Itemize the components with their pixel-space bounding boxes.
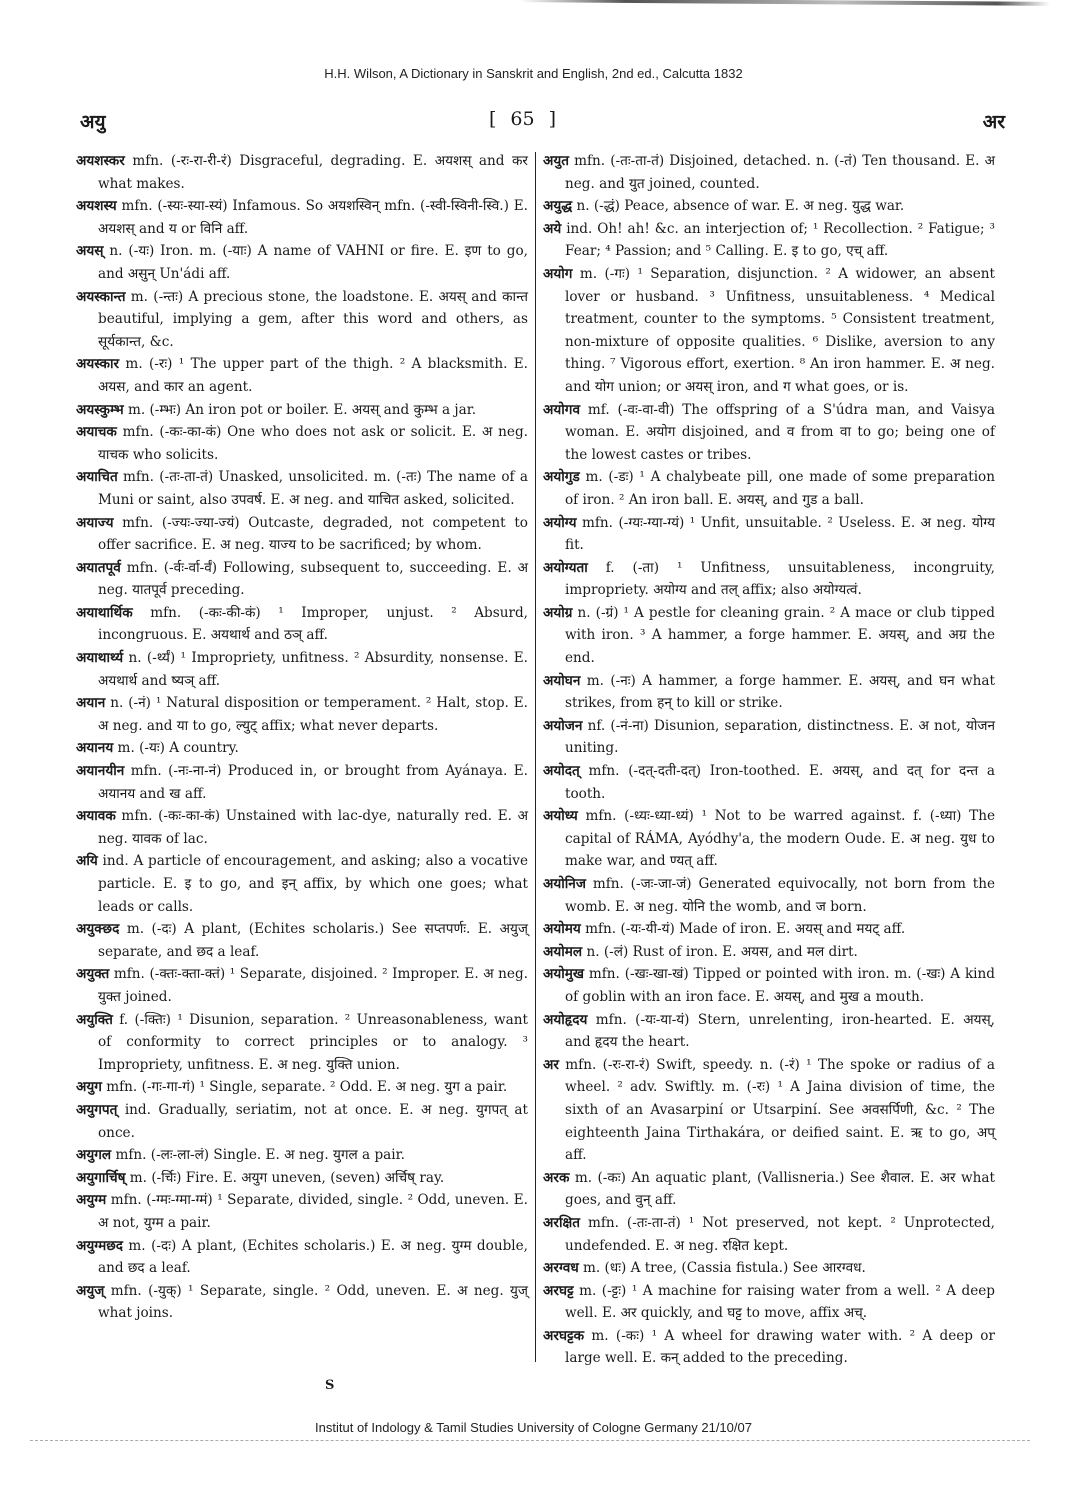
dictionary-entry	[76, 1167, 528, 1190]
entry-headword: अयुक्त	[76, 966, 110, 983]
entry-definition: ind. Gradually, seriatim, not at once. E. अ neg. युगपत् at once.	[98, 1101, 528, 1141]
dictionary-entry	[76, 1235, 528, 1280]
entry-definition: f. (-क्तिः) ¹ Disunion, separation. ² Unreasonableness, want of conformity to correct principles or to analogy. ³ Impropriety, unfitness. E. अ neg. युक्ति union.	[98, 1011, 528, 1073]
entry-definition: n. (-र्थ्यं) ¹ Impropriety, unfitness. ² Absurdity, nonsense. E. अयथार्थ and ष्यञ् aff.	[98, 650, 528, 689]
dictionary-entry	[76, 195, 528, 240]
dictionary-entry	[543, 557, 995, 602]
entry-definition: mfn. (-ग्यः-ग्या-ग्यं) ¹ Unfit, unsuitable. ² Useless. E. अ neg. योग्य fit.	[565, 514, 995, 554]
entry-definition: mfn. (-दत्-दती-दत्) Iron-toothed. E. अयस्, and दत् for दन्त a tooth.	[565, 763, 995, 802]
dictionary-entry	[543, 512, 995, 557]
entry-definition: mfn. (-यः-यी-यं) Made of iron. E. अयस् and मयट् aff.	[580, 921, 906, 938]
dictionary-entry	[76, 286, 528, 354]
left-catchword: अयु	[80, 111, 106, 133]
entry-headword: अयस्	[76, 243, 104, 260]
entry-headword: अयोजन	[543, 717, 583, 734]
entry-headword: अयोदत्	[543, 763, 580, 780]
page-number: 65	[510, 108, 535, 130]
entry-headword: अयुगपत्	[76, 1101, 118, 1118]
dictionary-entry	[76, 850, 528, 918]
entry-definition: m. (-म्भः) An iron pot or boiler. E. अयस् and कुम्भ a jar.	[123, 401, 477, 418]
entry-definition: m. (-न्तः) A precious stone, the loadstone. E. अयस् and कान्त beautiful, implying a gem, after this word and others, as सूर्यकान्त, &c.	[98, 288, 528, 350]
dictionary-entry	[76, 737, 528, 760]
dictionary-entry	[76, 1099, 528, 1144]
entry-headword: अयाथार्थिक	[76, 604, 133, 621]
dictionary-entry	[543, 602, 995, 670]
entry-headword: अयोग्यता	[543, 559, 588, 576]
column-divider	[535, 152, 536, 1362]
entry-definition: mfn. (-ज्यः-ज्या-ज्यं) Outcaste, degraded, not competent to offer sacrifice. E. अ neg. याज्य to be sacrificed; by whom.	[98, 514, 528, 554]
entry-definition: mfn. (-युक्) ¹ Separate, single. ² Odd, uneven. E. अ neg. युज् what joins.	[98, 1282, 528, 1322]
entry-definition: mfn. (-कः-का-कं) Unstained with lac-dye, naturally red. E. अ neg. यावक of lac.	[98, 808, 528, 847]
entry-definition: mfn. (-तः-ता-तं) ¹ Not preserved, not kept. ² Unprotected, undefended. E. अ neg. रक्षित kept.	[565, 1214, 995, 1254]
entry-headword: अयुग्मछद	[76, 1237, 123, 1254]
dictionary-entry	[76, 602, 528, 647]
entry-headword: अरक	[543, 1169, 570, 1186]
entry-definition: n. (-ग्रं) ¹ A pestle for cleaning grain. ² A mace or club tipped with iron. ³ A hammer, a forge hammer. E. अयस्, and अग्र the end.	[565, 604, 995, 667]
entry-headword: अयोग्य	[543, 514, 577, 531]
entry-headword: अयाज्य	[76, 514, 114, 531]
dictionary-entry	[76, 240, 528, 285]
entry-definition: mfn. (-स्यः-स्या-स्यं) Infamous. So अयशस्विन् mfn. (-स्वी-स्विनी-स्वि.) E. अयशस् and य or विनि aff.	[98, 198, 528, 237]
dictionary-entry	[76, 1189, 528, 1234]
dictionary-entry	[543, 873, 995, 918]
entry-definition: mfn. (-ग्मः-ग्मा-ग्मं) ¹ Separate, divided, single. ² Odd, uneven. E. अ not, युग्म a pair.	[98, 1192, 528, 1231]
dictionary-entry	[543, 805, 995, 873]
dictionary-entry	[543, 1257, 995, 1280]
entry-headword: अयस्कुम्भ	[76, 401, 124, 418]
page-number-block	[475, 108, 570, 130]
entry-definition: mfn. (-लः-ला-लं) Single. E. अ neg. युगल a pair.	[111, 1147, 405, 1164]
entry-definition: n. (-नं) ¹ Natural disposition or temperament. ² Halt, stop. E. अ neg. and या to go, ल्युट् affix; what never departs.	[98, 695, 528, 734]
entry-definition: mf. (-वः-वा-वी) The offspring of a S'údra man, and Vaisya woman. E. अयोग disjoined, and व from वा to go; being one of the lowest castes or tribes.	[565, 401, 995, 463]
entry-headword: अयस्कान्त	[76, 288, 126, 305]
entry-headword: अयातपूर्व	[76, 559, 121, 576]
entry-headword: अयि	[76, 853, 98, 870]
entry-headword: अये	[543, 220, 562, 237]
entry-definition: mfn. (-यः-या-यं) Stern, unrelenting, iron-hearted. E. अयस्, and हृदय the heart.	[565, 1011, 995, 1051]
source-header: H.H. Wilson, A Dictionary in Sanskrit and English, 2nd ed., Calcutta 1832	[324, 66, 743, 81]
entry-headword: अयोहृदय	[543, 1011, 588, 1028]
dictionary-entry	[543, 218, 995, 263]
scan-artifact-streak	[520, 0, 1050, 6]
entry-headword: अयोनिज	[543, 876, 586, 892]
dictionary-entry	[543, 963, 995, 1008]
dictionary-entry	[543, 715, 995, 760]
entry-headword: अयुगल	[76, 1147, 112, 1164]
dictionary-entry	[76, 760, 528, 805]
dictionary-entry	[76, 557, 528, 602]
entry-definition: mfn. (-रः-रा-रं) Swift, speedy. n. (-रं) ¹ The spoke or radius of a wheel. ² adv. Swiftly. m. (-रः) ¹ A Jaina division of time, the sixth of an Avasarpiní or Utsarpiní. See अवसर्पिणी, &c. ² The eighteenth Jaina Tirthakára, or deified saint. E. ऋ to go, अप् aff.	[558, 1056, 995, 1164]
dictionary-entry	[543, 941, 995, 964]
entry-definition: n. (-लं) Rust of iron. E. अयस, and मल dirt.	[582, 943, 858, 960]
right-column	[543, 150, 995, 1370]
dictionary-entry	[76, 1009, 528, 1077]
entry-definition: m. (-डः) ¹ A chalybeate pill, one made of some preparation of iron. ² An iron ball. E. अयस्, and गुड a ball.	[565, 469, 995, 508]
dictionary-entry	[76, 421, 528, 466]
dictionary-entry	[76, 1280, 528, 1325]
entry-definition: n. (-यः) Iron. m. (-याः) A name of VAHNI or fire. E. इण to go, and असुन् Un'ádi aff.	[98, 243, 528, 282]
footer-rule	[30, 1440, 1030, 1442]
dictionary-entry	[76, 353, 528, 398]
running-head	[70, 108, 1005, 138]
entry-definition: m. (-कः) An aquatic plant, (Vallisneria.) See शैवाल. E. अर what goes, and वुन् aff.	[565, 1169, 995, 1209]
entry-definition: mfn. (-ध्यः-ध्या-ध्यं) ¹ Not to be warred against. f. (-ध्या) The capital of RÁMA, Ayódhy'a, the modern Oude. E. अ neg. युध to make war, and ण्यत् aff.	[565, 808, 995, 870]
entry-definition: m. (-नः) A hammer, a forge hammer. E. अयस्, and घन what strikes, from हन् to kill or strike.	[565, 672, 995, 712]
entry-definition: mfn. (-कः-की-कं) ¹ Improper, unjust. ² Absurd, incongruous. E. अयथार्थ and ठञ् aff.	[98, 604, 528, 644]
entry-headword: अयाचक	[76, 424, 117, 441]
dictionary-entry	[76, 647, 528, 692]
dictionary-entry	[76, 1144, 528, 1167]
dictionary-entry	[543, 399, 995, 467]
entry-definition: m. (-गः) ¹ Separation, disjunction. ² A widower, an absent lover or husband. ³ Unfitness, unsuitableness. ⁴ Medical treatment, counter to the symptoms. ⁵ Consistent treatment, non-mixture of opposite qualities. ⁶ Dislike, aversion to any thing. ⁷ Vigorous effort, exertion. ⁸ An iron hammer. E. अ neg. and योग union; or अयस् iron, and ग what goes, or is.	[565, 265, 995, 395]
right-catchword: अर	[982, 111, 1005, 133]
dictionary-entry	[543, 466, 995, 511]
dictionary-entry	[543, 1167, 995, 1212]
entry-definition: mfn. (-गः-गा-गं) ¹ Single, separate. ² Odd. E. अ neg. युग a pair.	[101, 1079, 508, 1096]
entry-headword: अयोघन	[543, 672, 581, 689]
dictionary-entry	[76, 918, 528, 963]
entry-headword: अयुगार्चिष्	[76, 1169, 126, 1186]
entry-definition: f. (-ता) ¹ Unfitness, unsuitableness, incongruity, impropriety. अयोग्य and तल् affix; also अयोग्यत्वं.	[565, 559, 995, 599]
left-column	[76, 150, 528, 1325]
dictionary-entry	[543, 263, 995, 399]
dictionary-entry	[76, 399, 528, 422]
entry-headword: अयावक	[76, 808, 116, 825]
entry-headword: अयुग्म	[76, 1192, 107, 1209]
entry-headword: अयाचित	[76, 469, 118, 486]
entry-definition: m. (-र्चिः) Fire. E. अयुग uneven, (seven) अर्चिष् ray.	[125, 1169, 445, 1186]
entry-headword: अरक्षित	[543, 1214, 580, 1231]
dictionary-entry	[76, 466, 528, 511]
entry-headword: अयोमुख	[543, 966, 585, 983]
dictionary-entry	[543, 195, 995, 218]
entry-headword: अयाथार्थ्य	[76, 650, 124, 667]
entry-definition: m. (-दः) A plant, (Echites scholaris.) See सप्तपर्णः. E. अयुज् separate, and छद a leaf.	[98, 921, 528, 960]
entry-definition: mfn. (-तः-ता-तं) Disjoined, detached. n. (-तं) Ten thousand. E. अ neg. and युत joined, counted.	[565, 153, 995, 192]
entry-definition: mfn. (-नः-ना-नं) Produced in, or brought from Ayánaya. E. अयानय and ख aff.	[98, 763, 528, 802]
entry-headword: अयान	[76, 695, 106, 712]
entry-headword: अयोमय	[543, 921, 581, 938]
entry-headword: अयोगुड	[543, 469, 580, 486]
entry-headword: अयोग्र	[543, 604, 573, 621]
dictionary-entry	[76, 963, 528, 1008]
dictionary-entry	[543, 1280, 995, 1325]
dictionary-entry	[543, 1212, 995, 1257]
dictionary-entry	[543, 760, 995, 805]
entry-headword: अयुज्	[76, 1282, 105, 1299]
dictionary-entry	[76, 1076, 528, 1099]
entry-definition: n. (-द्धं) Peace, absence of war. E. अ neg. युद्ध war.	[572, 198, 905, 215]
entry-headword: अयुक्ति	[76, 1011, 113, 1028]
dictionary-entry	[543, 1054, 995, 1167]
dictionary-entry	[543, 1009, 995, 1054]
entry-definition: mfn. (-क्तः-क्ता-क्तं) ¹ Separate, disjoined. ² Improper. E. अ neg. युक्त joined.	[98, 966, 528, 1005]
entry-definition: mfn. (-र्वः-र्वा-र्वं) Following, subsequent to, succeeding. E. अ neg. यातपूर्व preceding.	[98, 559, 528, 599]
entry-definition: mfn. (-खः-खा-खं) Tipped or pointed with iron. m. (-खः) A kind of goblin with an iron face. E. अयस्, and मुख a mouth.	[565, 966, 995, 1005]
source-footer: Institut of Indology & Tamil Studies University of Cologne Germany 21/10/07	[315, 1420, 752, 1435]
entry-definition: m. (-कः) ¹ A wheel for drawing water with. ² A deep or large well. E. कन् added to the preceding.	[565, 1327, 995, 1367]
entry-definition: m. (-रः) ¹ The upper part of the thigh. ² A blacksmith. E. अयस, and कार an agent.	[98, 356, 528, 395]
dictionary-entry	[543, 150, 995, 195]
entry-headword: अयोमल	[543, 943, 583, 960]
entry-headword: अयस्कार	[76, 356, 120, 373]
entry-headword: अरघट्ट	[543, 1282, 574, 1299]
entry-headword: अयुत	[543, 153, 570, 169]
entry-headword: अयुद्ध	[543, 198, 573, 215]
dictionary-columns	[76, 150, 1011, 1365]
dictionary-entry	[76, 512, 528, 557]
entry-headword: अयुग	[76, 1079, 102, 1096]
entry-headword: अयोग	[543, 265, 573, 282]
dictionary-entry	[76, 150, 528, 195]
entry-definition: mfn. (-तः-ता-तं) Unasked, unsolicited. m. (-तः) The name of a Muni or saint, also उपवर्ष. E. अ neg. and याचित asked, solicited.	[98, 469, 528, 508]
open-bracket: [	[489, 108, 497, 130]
entry-definition: m. (-ट्टः) ¹ A machine for raising water from a well. ² A deep well. E. अर quickly, and घट्ट to move, affix अच्.	[565, 1282, 995, 1322]
dictionary-entry	[76, 692, 528, 737]
dictionary-entry	[76, 805, 528, 850]
entry-headword: अयशस्कर	[76, 153, 125, 169]
signature-mark: S	[325, 1378, 335, 1393]
entry-definition: m. (धः) A tree, (Cassia fistula.) See आरग्वध.	[578, 1260, 866, 1277]
entry-definition: ind. A particle of encouragement, and asking; also a vocative particle. E. इ to go, and इन् affix, by which one goes; what leads or calls.	[97, 853, 528, 915]
entry-definition: m. (-यः) A country.	[113, 740, 239, 757]
entry-definition: mfn. (-कः-का-कं) One who does not ask or solicit. E. अ neg. याचक who solicits.	[98, 424, 528, 463]
dictionary-entry	[543, 1325, 995, 1370]
entry-headword: अरग्वध	[543, 1260, 579, 1277]
entry-headword: अयुक्छद	[76, 921, 120, 938]
entry-headword: अयोगव	[543, 401, 581, 418]
dictionary-entry	[543, 918, 995, 941]
entry-headword: अर	[543, 1056, 559, 1073]
entry-definition: mfn. (-जः-जा-जं) Generated equivocally, not born from the womb. E. अ neg. योनि the womb, and ज born.	[565, 876, 995, 915]
entry-headword: अरघट्टक	[543, 1327, 585, 1344]
entry-headword: अयशस्य	[76, 198, 117, 215]
entry-definition: m. (-दः) A plant, (Echites scholaris.) E. अ neg. युग्म double, and छद a leaf.	[98, 1237, 528, 1277]
entry-headword: अयानयीन	[76, 763, 125, 780]
close-bracket: ]	[548, 108, 557, 130]
entry-headword: अयानय	[76, 740, 114, 757]
dictionary-entry	[543, 670, 995, 715]
entry-definition: mfn. (-रः-रा-री-रं) Disgraceful, degrading. E. अयशस् and कर what makes.	[98, 153, 528, 192]
entry-definition: ind. Oh! ah! &c. an interjection of; ¹ Recollection. ² Fatigue; ³ Fear; ⁴ Passion; and ⁵ Calling. E. इ to go, एच् aff.	[561, 220, 995, 260]
entry-definition: nf. (-नं-ना) Disunion, separation, distinctness. E. अ not, योजन uniting.	[565, 717, 995, 757]
entry-headword: अयोध्य	[543, 808, 578, 825]
